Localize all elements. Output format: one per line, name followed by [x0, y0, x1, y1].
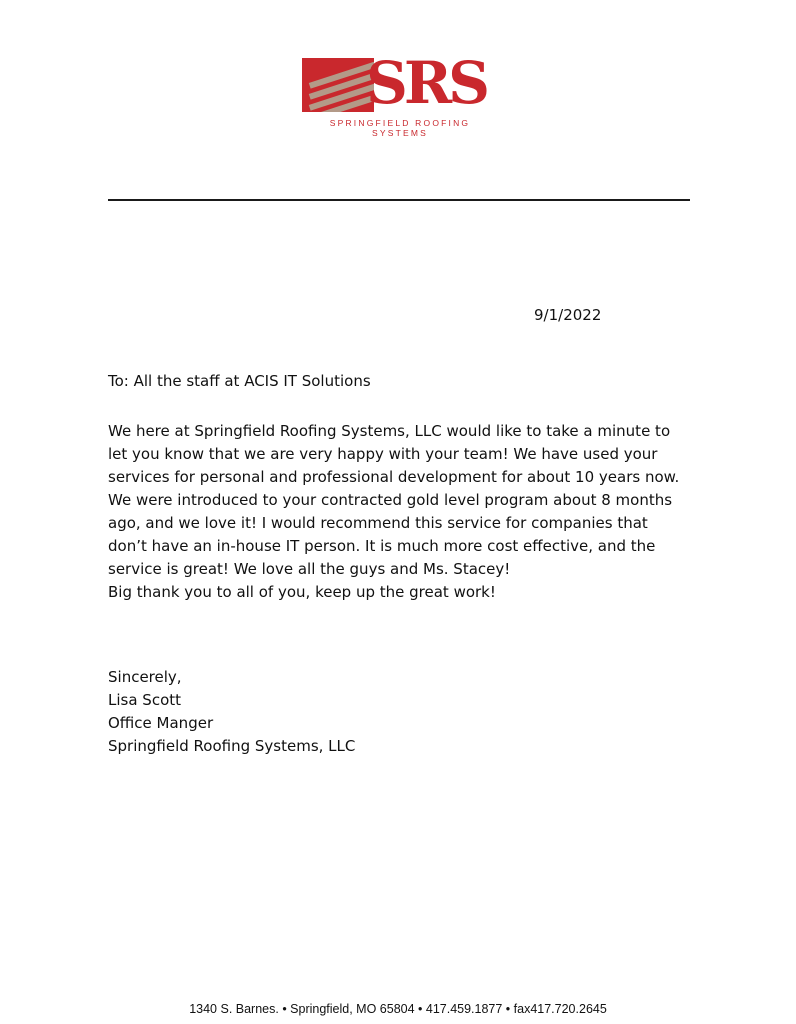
logo-roof-mark-icon: [302, 58, 374, 112]
body-line: let you know that we are very happy with your team! We have used your: [108, 445, 658, 463]
signer-name: Lisa Scott: [108, 691, 182, 709]
body-line: ago, and we love it! I would recommend this service for companies that: [108, 514, 648, 532]
company-logo: [302, 49, 502, 138]
letter-salutation: To: All the staff at ACIS IT Solutions: [108, 372, 371, 390]
body-line: services for personal and professional development for about 10 years now.: [108, 468, 680, 486]
letter-closing: [108, 666, 355, 758]
letter-body: [108, 420, 688, 604]
body-line: don’t have an in-house IT person. It is much more cost effective, and the: [108, 537, 656, 555]
letter-date: 9/1/2022: [534, 306, 602, 324]
footer-address: 1340 S. Barnes. • Springfield, MO 65804 • 417.459.1877 • fax417.720.2645: [189, 1002, 607, 1016]
body-line: We here at Springfield Roofing Systems, LLC would like to take a minute to: [108, 422, 671, 440]
body-line: Big thank you to all of you, keep up the great work!: [108, 583, 496, 601]
letterhead-divider: [108, 199, 690, 201]
sign-off: Sincerely,: [108, 668, 182, 686]
signer-company: Springfield Roofing Systems, LLC: [108, 737, 356, 755]
body-line: service is great! We love all the guys and Ms. Stacey!: [108, 560, 511, 578]
logo-letters: SRS: [366, 49, 486, 117]
body-line: We were introduced to your contracted gold level program about 8 months: [108, 491, 673, 509]
signer-title: Office Manger: [108, 714, 214, 732]
logo-tagline: SPRINGFIELD ROOFING SYSTEMS: [329, 118, 471, 138]
